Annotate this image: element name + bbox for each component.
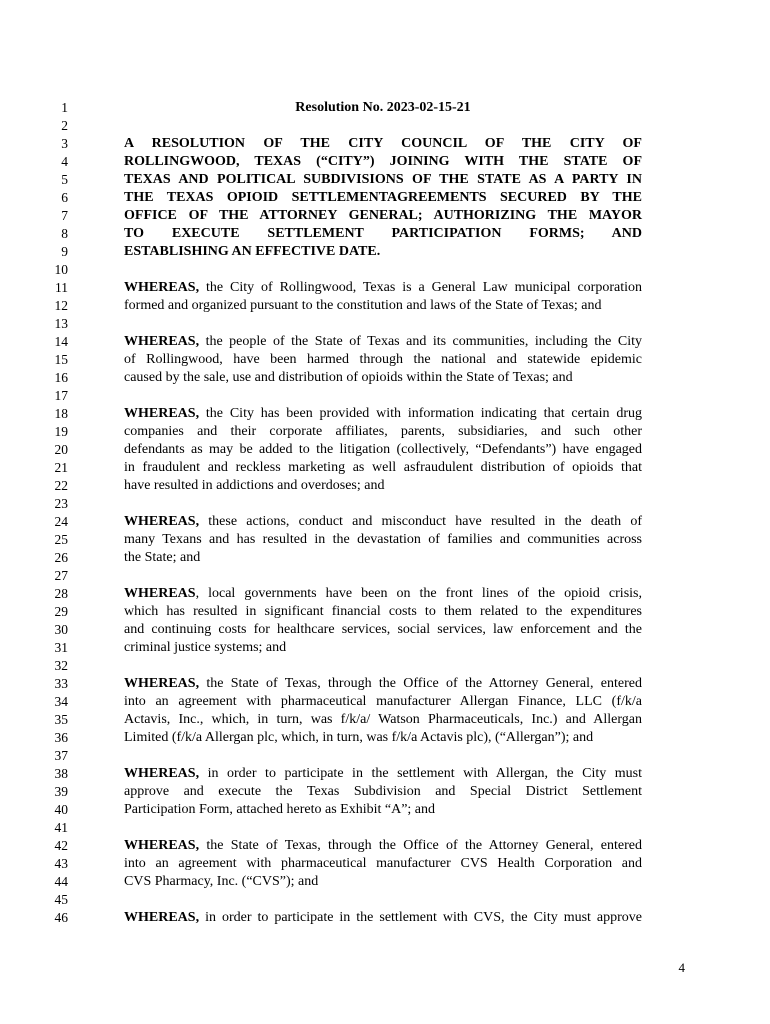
paragraph-text: the State of Texas, through the Office of the Attorney General, entered: [199, 676, 642, 691]
line-number: 23: [54, 496, 68, 511]
line-number: 28: [54, 586, 68, 601]
page-number: 4: [678, 960, 685, 975]
paragraph-line: Limited (f/k/a Allergan plc, which, in turn, was f/k/a Actavis plc), (“Allergan”); and: [124, 730, 594, 745]
paragraph-line: criminal justice systems; and: [124, 640, 287, 655]
line-number: 40: [54, 802, 68, 817]
whereas-line: [124, 513, 642, 531]
paragraph-text: the people of the State of Texas and its communities, including the City: [199, 334, 642, 349]
line-number: 3: [61, 136, 68, 151]
paragraph-line: approve and execute the Texas Subdivision and Special District Settlement: [124, 784, 642, 799]
line-number: 17: [54, 388, 68, 403]
whereas-label: WHEREAS,: [124, 514, 200, 529]
resolution-title: Resolution No. 2023-02-15-21: [295, 100, 471, 115]
line-number: 15: [54, 352, 68, 367]
line-number: 5: [61, 172, 68, 187]
line-number: 37: [54, 748, 68, 763]
heading-line: TO EXECUTE SETTLEMENT PARTICIPATION FORMS; AND: [124, 226, 642, 241]
paragraph-line: which has resulted in significant financial costs to them related to the expenditures: [124, 604, 642, 619]
line-number: 12: [54, 298, 68, 313]
line-number: 39: [54, 784, 68, 799]
line-number: 18: [54, 406, 68, 421]
whereas-label: WHEREAS,: [124, 838, 200, 853]
line-number: 41: [54, 820, 68, 835]
whereas-label: WHEREAS,: [124, 280, 200, 295]
paragraph-line: caused by the sale, use and distribution of opioids within the State of Texas; and: [124, 370, 573, 385]
whereas-line: [124, 405, 642, 423]
heading-line: TEXAS AND POLITICAL SUBDIVISIONS OF THE STATE AS A PARTY IN: [124, 172, 642, 187]
heading-line: THE TEXAS OPIOID SETTLEMENTAGREEMENTS SECURED BY THE: [124, 190, 642, 205]
heading-line: OFFICE OF THE ATTORNEY GENERAL; AUTHORIZING THE MAYOR: [124, 208, 642, 223]
whereas-label: WHEREAS,: [124, 334, 200, 349]
line-number: 45: [54, 892, 68, 907]
whereas-line: [124, 279, 642, 297]
paragraph-line: of Rollingwood, have been harmed through the national and statewide epidemic: [124, 352, 642, 367]
line-number: 24: [54, 514, 68, 529]
line-number: 46: [54, 910, 68, 925]
paragraph-line: many Texans and has resulted in the devastation of families and communities across: [124, 532, 642, 547]
line-number: 2: [61, 118, 68, 133]
paragraph-text: the State of Texas, through the Office of the Attorney General, entered: [199, 838, 642, 853]
line-number: 36: [54, 730, 68, 745]
paragraph-line: CVS Pharmacy, Inc. (“CVS”); and: [124, 874, 319, 889]
paragraph-text: the City of Rollingwood, Texas is a General Law municipal corporation: [199, 280, 642, 295]
whereas-line: [124, 333, 642, 351]
line-number: 30: [54, 622, 68, 637]
line-number: 7: [61, 208, 68, 223]
line-number: 33: [54, 676, 68, 691]
line-number: 35: [54, 712, 68, 727]
line-number: 11: [55, 280, 68, 295]
whereas-label: WHEREAS,: [124, 910, 200, 925]
line-number: 34: [54, 694, 68, 709]
paragraph-line: have resulted in addictions and overdoses; and: [124, 478, 385, 493]
paragraph-line: the State; and: [124, 550, 201, 565]
whereas-line: [124, 765, 642, 783]
whereas-label: WHEREAS,: [124, 766, 200, 781]
line-number: 16: [54, 370, 68, 385]
line-number: 8: [61, 226, 68, 241]
line-number: 10: [54, 262, 68, 277]
heading-line: A RESOLUTION OF THE CITY COUNCIL OF THE CITY OF: [124, 136, 642, 151]
line-number: 29: [54, 604, 68, 619]
line-number: 4: [61, 154, 68, 169]
line-number: 26: [54, 550, 68, 565]
line-number: 20: [54, 442, 68, 457]
paragraph-text: , local governments have been on the front lines of the opioid crisis,: [195, 586, 642, 601]
line-number: 25: [54, 532, 68, 547]
whereas-label: WHEREAS,: [124, 676, 200, 691]
line-number: 38: [54, 766, 68, 781]
line-number: 44: [54, 874, 68, 889]
line-number: 21: [54, 460, 68, 475]
heading-line: ESTABLISHING AN EFFECTIVE DATE.: [124, 244, 381, 259]
whereas-label: WHEREAS: [124, 586, 196, 601]
paragraph-line: into an agreement with pharmaceutical manufacturer CVS Health Corporation and: [124, 856, 642, 871]
line-number: 22: [54, 478, 68, 493]
line-number: 43: [54, 856, 68, 871]
paragraph-line: defendants as may be added to the litigation (collectively, “Defendants”) have engaged: [124, 442, 642, 457]
whereas-line: [124, 837, 642, 855]
heading-line: ROLLINGWOOD, TEXAS (“CITY”) JOINING WITH THE STATE OF: [124, 154, 642, 169]
line-number: 32: [54, 658, 68, 673]
paragraph-line: in fraudulent and reckless marketing as well asfraudulent distribution of opioids that: [124, 460, 642, 475]
line-number: 19: [54, 424, 68, 439]
line-number: 14: [54, 334, 68, 349]
line-number: 9: [61, 244, 68, 259]
paragraph-line: into an agreement with pharmaceutical manufacturer Allergan Finance, LLC (f/k/a: [124, 694, 642, 709]
paragraph-line: Participation Form, attached hereto as Exhibit “A”; and: [124, 802, 436, 817]
whereas-line: [124, 585, 642, 603]
line-number: 31: [54, 640, 68, 655]
whereas-line: [124, 675, 642, 693]
paragraph-text: the City has been provided with information indicating that certain drug: [199, 406, 642, 421]
paragraph-text: in order to participate in the settlement with Allergan, the City must: [199, 766, 642, 781]
paragraph-line: and continuing costs for healthcare services, social services, law enforcement and the: [124, 622, 642, 637]
paragraph-text: these actions, conduct and misconduct have resulted in the death of: [199, 514, 642, 529]
whereas-label: WHEREAS,: [124, 406, 200, 421]
paragraph-text: in order to participate in the settlement with CVS, the City must approve: [199, 910, 642, 925]
paragraph-line: companies and their corporate affiliates, parents, subsidiaries, and such other: [124, 424, 642, 439]
paragraph-line: Actavis, Inc., which, in turn, was f/k/a/ Watson Pharmaceuticals, Inc.) and Allergan: [124, 712, 642, 727]
paragraph-line: formed and organized pursuant to the constitution and laws of the State of Texas; and: [124, 298, 602, 313]
line-number: 6: [61, 190, 68, 205]
line-number: 42: [54, 838, 68, 853]
line-number: 27: [54, 568, 68, 583]
line-number: 1: [61, 100, 68, 115]
whereas-line: [124, 909, 642, 927]
line-number: 13: [54, 316, 68, 331]
